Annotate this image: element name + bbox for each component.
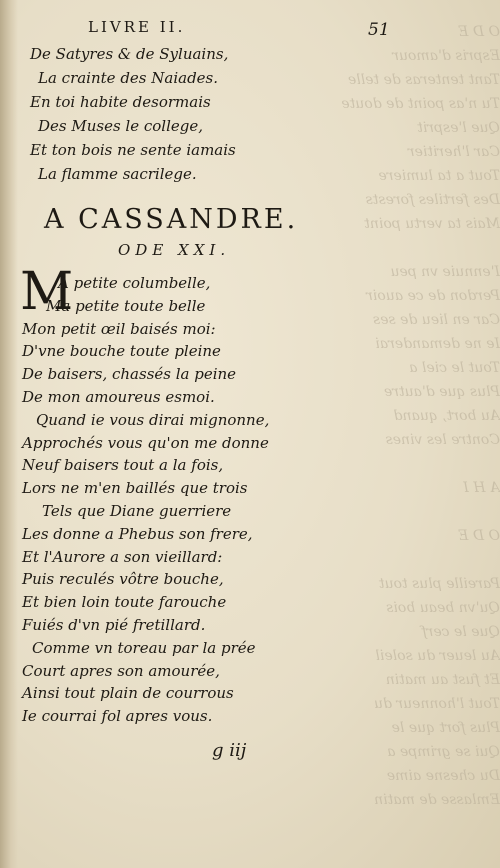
bleed-line: I'ennuie vn peu xyxy=(390,264,500,280)
bleed-line: Et fust au matin xyxy=(385,672,500,688)
poem-line: Ie courrai fol apres vous. xyxy=(22,707,213,726)
bleed-line: Tout a ta lumiere xyxy=(378,168,500,184)
bleed-line: Car l'heritier xyxy=(407,144,500,160)
verse-line: La crainte des Naiades. xyxy=(38,69,219,87)
previous-ode-ending xyxy=(30,42,236,186)
bleed-line xyxy=(300,236,500,260)
verse-line: Et ton bois ne sente iamais xyxy=(30,141,236,159)
poem-line: De baisers, chassés la peine xyxy=(22,365,237,384)
bleed-line: Ie ne demanderai xyxy=(375,336,500,352)
bleed-line: Espris d'amour xyxy=(392,48,500,64)
poem-line: Fuiés d'vn pié fretillard. xyxy=(22,615,206,634)
poem-line: De mon amoureus esmoi. xyxy=(22,387,215,406)
signature-mark: g iij xyxy=(212,740,247,761)
bleed-line: Au leuer du soleil xyxy=(375,648,500,664)
bleed-line: Du chesne aime xyxy=(386,768,500,784)
bleed-line: Que le cerf xyxy=(421,624,500,640)
poem-line: Neuf baisers tout a la fois, xyxy=(22,456,224,475)
poem-line: Les donne a Phebus son frere, xyxy=(22,524,253,543)
poem-line: D'vne bouche toute pleine xyxy=(22,342,221,361)
bleed-through-text xyxy=(300,20,500,808)
bleed-line: O D E xyxy=(458,24,500,40)
bleed-line: Tout le ciel a xyxy=(409,360,500,376)
bleed-line: O D E xyxy=(458,528,500,544)
poem-line: Lors ne m'en baillés que trois xyxy=(22,479,248,498)
bleed-line: A H I xyxy=(463,480,500,496)
bleed-line: Perdon de ce auoir xyxy=(366,288,500,304)
poem-line: Tels que Diane guerriere xyxy=(42,501,232,520)
ode-number: ODE XXI. xyxy=(118,241,231,259)
poem-line: Puis reculés vôtre bouche, xyxy=(22,570,224,589)
bleed-line: Tant tenteras de telle xyxy=(347,72,500,88)
poem-line: Approchés vous qu'on me donne xyxy=(22,433,269,452)
bleed-line: Pareille plus tout xyxy=(378,576,500,592)
poem-line: Mon petit œil baisés moi: xyxy=(22,319,216,338)
bleed-line: Plus que d'autre xyxy=(383,384,500,400)
running-head: LIVRE II. xyxy=(88,18,186,36)
poem-body xyxy=(22,272,269,728)
bleed-line: Contre les vines xyxy=(385,432,500,448)
poem-line: Court apres son amourée, xyxy=(22,661,220,680)
poem-line: Et bien loin toute farouche xyxy=(22,593,227,612)
bleed-line: Emlasse de matin xyxy=(374,792,500,808)
poem-line: Ma petite toute belle xyxy=(46,296,206,315)
poem-line: Et l'Aurore a son vieillard: xyxy=(22,547,223,566)
bleed-line: Des fertiles forests xyxy=(365,192,500,208)
bleed-line: Car en lieu de ses xyxy=(372,312,500,328)
verse-line: Des Muses le college, xyxy=(38,117,204,135)
verse-line: La flamme sacrilege. xyxy=(38,165,197,183)
ode-title: A CASSANDRE. xyxy=(44,204,299,235)
drop-cap: M xyxy=(20,262,74,322)
bleed-line: Mais ta vertu point xyxy=(364,216,500,232)
poem-line: A petite columbelle, xyxy=(58,274,211,292)
bleed-line: Tout l'honneur du xyxy=(374,696,500,712)
bleed-line: Qui se grimpe a xyxy=(387,744,500,760)
poem-line: Quand ie vous dirai mignonne, xyxy=(36,410,270,429)
bleed-line xyxy=(300,548,500,572)
bleed-line: Que l'esprit xyxy=(417,120,500,136)
bleed-line: Au bort, quand xyxy=(393,408,500,424)
poem-line: Ainsi tout plain de courrous xyxy=(22,684,234,703)
page-number: 51 xyxy=(368,20,390,40)
verse-line: De Satyres & de Syluains, xyxy=(30,45,229,63)
bleed-line: Tu n'as point de doute xyxy=(341,96,500,112)
bleed-line: Qu'vn beau bois xyxy=(386,600,500,616)
poem-line: Comme vn toreau par la prée xyxy=(32,638,256,657)
binding-gutter xyxy=(0,0,18,868)
bleed-line xyxy=(300,452,500,476)
verse-line: En toi habite desormais xyxy=(30,93,211,111)
bleed-line: Plus fort que le xyxy=(391,720,500,736)
bleed-line xyxy=(300,500,500,524)
